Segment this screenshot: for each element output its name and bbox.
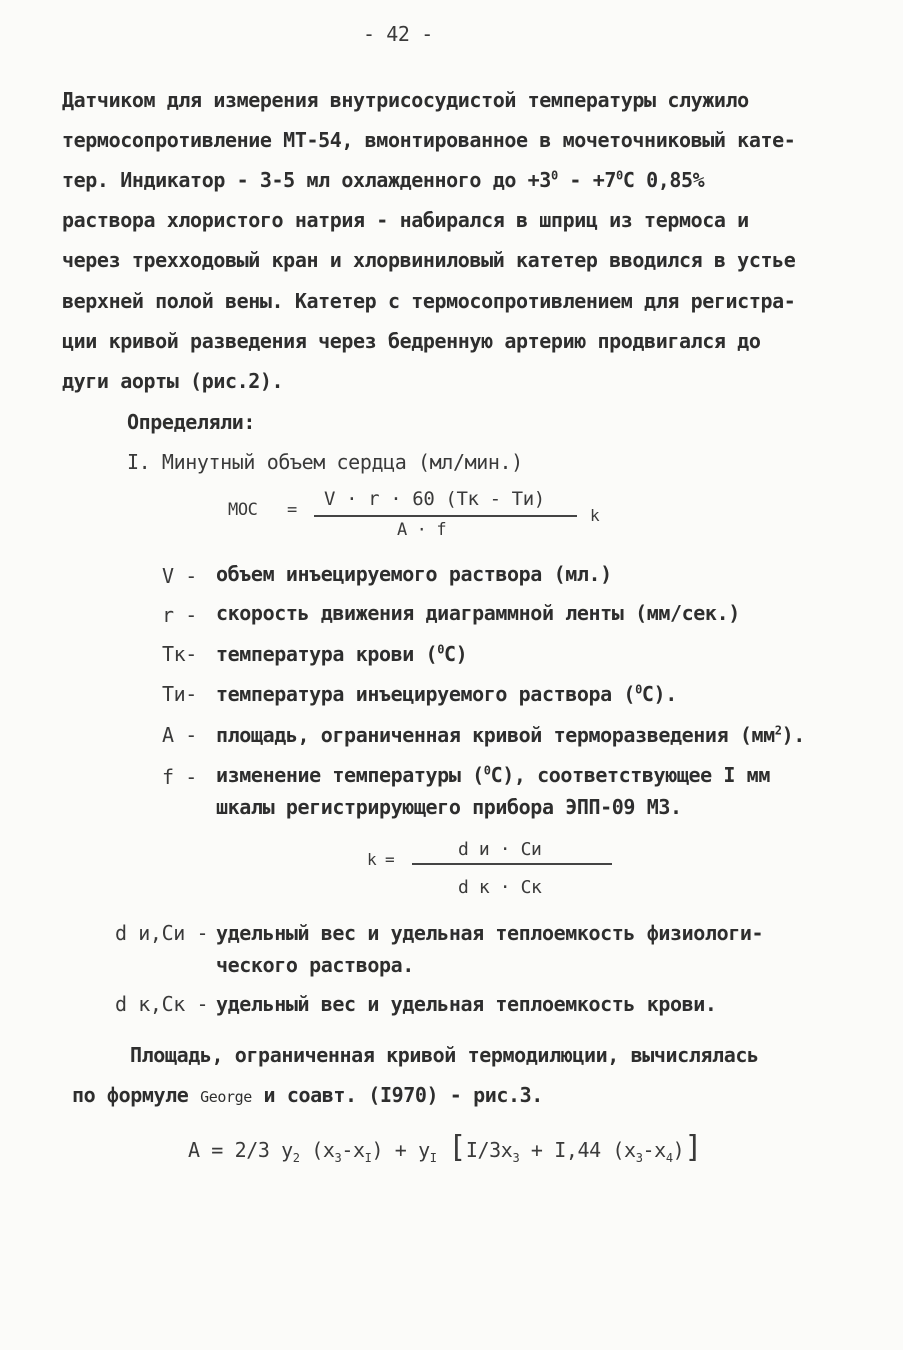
superscript: 2 xyxy=(774,723,782,738)
definition-symbol: r - xyxy=(162,603,197,627)
superscript: 0 xyxy=(550,168,558,183)
formula-part: A = 2/3 y xyxy=(188,1138,293,1162)
definition-text: объем инъецируемого раствора (мл.) xyxy=(216,562,612,586)
definition-text-part: С). xyxy=(641,682,677,706)
subscript: 3 xyxy=(635,1151,643,1165)
superscript: 0 xyxy=(483,763,491,778)
subscript: 3 xyxy=(512,1151,520,1165)
subscript: 3 xyxy=(334,1151,342,1165)
definition-symbol: d и,Си - xyxy=(115,921,209,945)
paragraph-line: через трехходовый кран и хлорвиниловый катетер вводился в устье xyxy=(62,248,796,272)
formula-lhs: k xyxy=(367,850,377,869)
definition-text-part: площадь, ограниченная кривой терморазведения (мм xyxy=(216,723,775,747)
formula-denominator: A · f xyxy=(397,520,447,540)
paragraph-line: верхней полой вены. Катетер с термосопротивлением для регистра- xyxy=(62,289,796,313)
formula-part: -x xyxy=(341,1138,365,1162)
definition-text-part: С), соответствующее I мм xyxy=(490,763,770,787)
formula-equals: = xyxy=(287,500,297,520)
formula-numerator: V · r · 60 (Тк - Ти) xyxy=(324,488,545,510)
paragraph-line: термосопротивление МТ-54, вмонтированное в мочеточниковый кате- xyxy=(62,128,796,152)
definition-symbol: A - xyxy=(162,723,197,747)
definition-text xyxy=(216,723,805,747)
definition-symbol: d к,Ск - xyxy=(115,992,209,1016)
page-number: - 42 - xyxy=(363,22,433,46)
paragraph-line-text: C 0,85% xyxy=(622,168,705,192)
formula-part: ) xyxy=(672,1138,685,1162)
subscript: I xyxy=(429,1151,437,1165)
paragraph-line xyxy=(72,1083,543,1107)
definition-symbol: V - xyxy=(162,564,197,588)
paragraph-line: Датчиком для измерения внутрисосудистой температуры служило xyxy=(62,88,749,112)
paragraph-line: ции кривой разведения через бедренную артерию продвигался до xyxy=(62,329,761,353)
right-bracket: ] xyxy=(684,1130,702,1165)
formula-part: (x xyxy=(299,1138,335,1162)
area-formula xyxy=(188,1130,702,1165)
definition-text-part: изменение температуры ( xyxy=(216,763,484,787)
author-name: George xyxy=(200,1088,252,1106)
section-label: Определяли: xyxy=(127,410,256,434)
fraction-bar xyxy=(412,863,612,865)
definition-text-continued: шкалы регистрирующего прибора ЭПП-09 МЗ. xyxy=(216,795,682,819)
paragraph-line: Площадь, ограниченная кривой термодилюции, вычислялась xyxy=(130,1043,759,1067)
definition-text: скорость движения диаграммной ленты (мм/сек.) xyxy=(216,601,740,625)
subscript: I xyxy=(364,1151,372,1165)
superscript: 0 xyxy=(437,642,445,657)
fraction-bar xyxy=(314,515,577,517)
left-bracket: [ xyxy=(448,1130,466,1165)
definition-text-part: ). xyxy=(781,723,805,747)
formula-part: + I,44 (x xyxy=(519,1138,636,1162)
item-heading: I. Минутный объем сердца (мл/мин.) xyxy=(127,450,523,474)
definition-text-part: температура инъецируемого раствора ( xyxy=(216,682,636,706)
definition-text-continued: ческого раствора. xyxy=(216,953,414,977)
definition-text xyxy=(216,763,770,787)
formula-equals: = xyxy=(385,850,395,869)
definition-text: удельный вес и удельная теплоемкость физиологи- xyxy=(216,921,764,945)
subscript: 2 xyxy=(292,1151,300,1165)
paragraph-line-text: - +7 xyxy=(557,168,616,192)
formula-multiplier: k xyxy=(590,506,600,525)
definition-text-part: температура крови ( xyxy=(216,642,438,666)
formula-part: I/3x xyxy=(465,1138,513,1162)
paragraph-line: дуги аорты (рис.2). xyxy=(62,369,284,393)
paragraph-line-text: по формуле xyxy=(72,1083,189,1107)
definition-text xyxy=(216,642,467,666)
definition-symbol: f - xyxy=(162,765,197,789)
definition-symbol: Ти- xyxy=(162,682,197,706)
superscript: 0 xyxy=(615,168,623,183)
formula-denominator: d к · Ск xyxy=(458,877,542,898)
paragraph-line-text: тер. Индикатор - 3-5 мл охлажденного до +3 xyxy=(62,168,551,192)
paragraph-line-text: и соавт. (I970) - рис.3. xyxy=(263,1083,543,1107)
superscript: 0 xyxy=(635,682,642,697)
definition-text xyxy=(216,682,677,706)
subscript: 4 xyxy=(665,1151,673,1165)
formula-part: ) + y xyxy=(371,1138,430,1162)
paragraph-line xyxy=(62,168,704,192)
definition-symbol: Тк- xyxy=(162,642,197,666)
paragraph-line: раствора хлористого натрия - набирался в шприц из термоса и xyxy=(62,208,749,232)
definition-text: удельный вес и удельная теплоемкость крови. xyxy=(216,992,717,1016)
definition-text-part: С) xyxy=(444,642,468,666)
formula-lhs: МОС xyxy=(228,500,258,520)
formula-numerator: d и · Си xyxy=(458,839,542,860)
formula-part: -x xyxy=(642,1138,666,1162)
